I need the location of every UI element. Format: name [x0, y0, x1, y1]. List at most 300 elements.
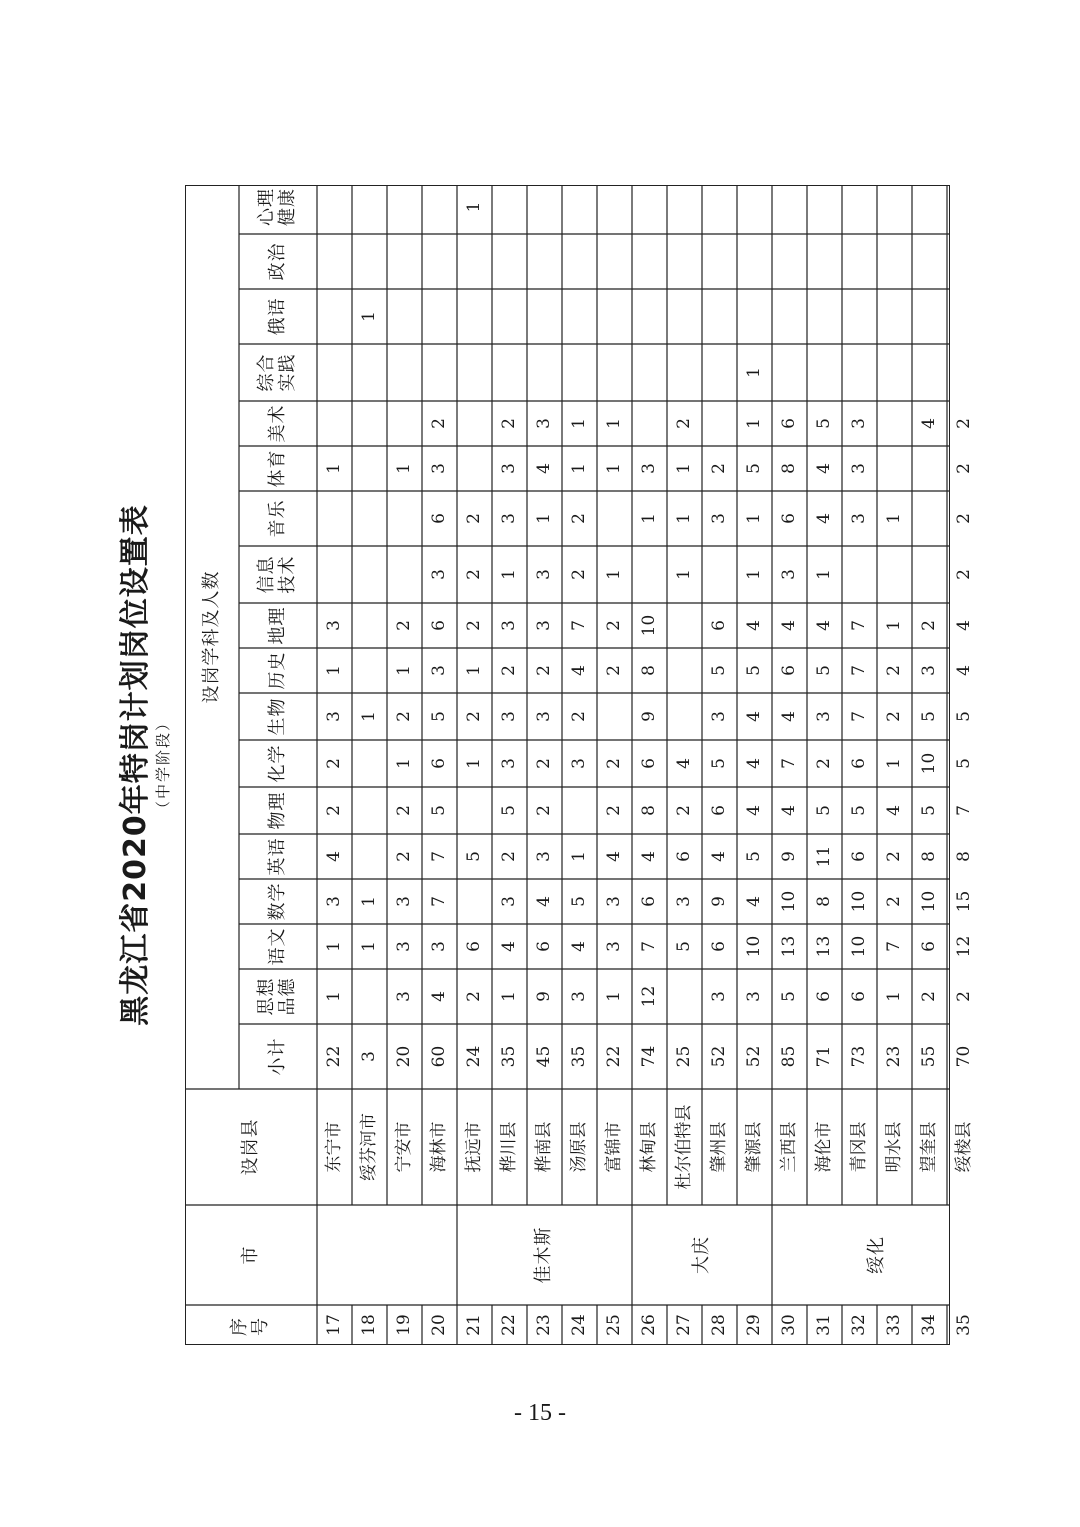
- row-value: 5: [428, 711, 449, 722]
- row-value: [457, 344, 492, 401]
- row-value: [527, 234, 562, 289]
- header-subject-5: 物理: [266, 791, 288, 830]
- row-value: [597, 234, 632, 289]
- row-value: 3: [393, 941, 414, 952]
- row-value: 2: [533, 805, 554, 816]
- row-value: 3: [848, 513, 869, 524]
- row-value: 12: [953, 935, 974, 958]
- row-value: [422, 344, 457, 401]
- row-county: 抚远市: [463, 1121, 484, 1173]
- row-value: 5: [918, 711, 939, 722]
- row-value: 3: [918, 665, 939, 676]
- row-value: [597, 344, 632, 401]
- row-value: 1: [568, 418, 589, 429]
- row-value: [352, 401, 387, 446]
- row-value: 7: [848, 711, 869, 722]
- row-value: 9: [708, 896, 729, 907]
- row-value: 1: [673, 463, 694, 474]
- row-county: 桦南县: [533, 1121, 554, 1173]
- row-value: 1: [568, 851, 589, 862]
- row-value: 3: [323, 620, 344, 631]
- row-seq: 26: [638, 1314, 659, 1336]
- row-value: 1: [743, 418, 764, 429]
- row-value: 2: [568, 513, 589, 524]
- row-value: 3: [498, 620, 519, 631]
- row-value: 3: [428, 941, 449, 952]
- row-value: 3: [848, 463, 869, 474]
- row-value: [702, 546, 737, 603]
- row-value: 6: [848, 758, 869, 769]
- row-value: [317, 491, 352, 546]
- row-value: 2: [953, 569, 974, 580]
- row-subtotal: 74: [638, 1045, 659, 1068]
- row-value: [562, 289, 597, 344]
- header-subject-9: 地理: [266, 606, 288, 645]
- row-value: 1: [673, 569, 694, 580]
- row-value: 4: [743, 805, 764, 816]
- row-value: 4: [918, 418, 939, 429]
- row-value: [702, 401, 737, 446]
- row-value: 8: [918, 851, 939, 862]
- row-value: [352, 180, 387, 234]
- header-subject-2: 语文: [266, 927, 288, 966]
- row-value: 10: [848, 935, 869, 958]
- row-county: 青冈县: [848, 1121, 869, 1173]
- row-value: 6: [778, 665, 799, 676]
- row-value: [807, 234, 842, 289]
- row-value: 4: [743, 896, 764, 907]
- row-value: 3: [428, 463, 449, 474]
- row-county: 明水县: [883, 1121, 904, 1173]
- row-county: 杜尔伯特县: [673, 1104, 694, 1190]
- row-value: 2: [393, 711, 414, 722]
- row-county: 宁安市: [393, 1121, 414, 1173]
- row-value: [877, 401, 912, 446]
- row-value: 2: [393, 851, 414, 862]
- row-value: [422, 180, 457, 234]
- row-value: 3: [533, 851, 554, 862]
- row-seq: 31: [813, 1314, 834, 1336]
- row-value: 7: [848, 620, 869, 631]
- row-value: [667, 180, 702, 234]
- row-value: [527, 180, 562, 234]
- row-value: 1: [393, 463, 414, 474]
- header-subtotal: 小计: [266, 1037, 288, 1076]
- row-value: 3: [498, 758, 519, 769]
- row-value: 7: [568, 620, 589, 631]
- row-value: [317, 344, 352, 401]
- row-county: 望奎县: [918, 1121, 939, 1173]
- header-subject-6: 化学: [266, 744, 288, 783]
- row-value: 3: [603, 896, 624, 907]
- row-value: 2: [883, 896, 904, 907]
- row-county: 绥芬河市: [358, 1113, 379, 1181]
- row-value: [807, 344, 842, 401]
- row-value: 3: [568, 991, 589, 1002]
- row-value: [387, 289, 422, 344]
- row-value: [317, 180, 352, 234]
- row-value: 3: [673, 896, 694, 907]
- row-value: 5: [428, 805, 449, 816]
- city-group-2: 佳木斯: [533, 1226, 555, 1284]
- row-value: [457, 787, 492, 834]
- row-value: [772, 180, 807, 234]
- header-subject-12: 体育: [266, 449, 288, 488]
- row-seq: 28: [708, 1314, 729, 1336]
- row-value: 6: [778, 418, 799, 429]
- row-value: [492, 344, 527, 401]
- row-value: 2: [533, 758, 554, 769]
- row-value: 5: [918, 805, 939, 816]
- row-value: 5: [568, 896, 589, 907]
- city-group-3: 大庆: [690, 1236, 712, 1274]
- row-value: [667, 234, 702, 289]
- row-county: 海伦市: [813, 1121, 834, 1173]
- row-value: [632, 344, 667, 401]
- row-value: [737, 289, 772, 344]
- row-value: 10: [743, 935, 764, 958]
- row-value: [947, 180, 982, 234]
- row-value: 2: [533, 665, 554, 676]
- row-value: [317, 234, 352, 289]
- header-subject-10: 信息技术: [256, 555, 298, 594]
- row-value: 1: [323, 665, 344, 676]
- row-value: 6: [848, 991, 869, 1002]
- row-value: [772, 234, 807, 289]
- row-value: 2: [953, 991, 974, 1002]
- row-value: 3: [638, 463, 659, 474]
- row-value: 2: [603, 620, 624, 631]
- row-value: 3: [708, 513, 729, 524]
- document-title: 黑龙江省2020年特岗计划岗位设置表: [118, 504, 153, 1026]
- row-value: 3: [778, 569, 799, 580]
- row-value: [912, 180, 947, 234]
- row-value: 2: [673, 418, 694, 429]
- row-seq: 24: [568, 1314, 589, 1336]
- row-value: 2: [918, 991, 939, 1002]
- row-value: 2: [953, 463, 974, 474]
- row-value: 2: [603, 805, 624, 816]
- row-subtotal: 23: [883, 1045, 904, 1068]
- row-value: 6: [708, 620, 729, 631]
- row-value: 2: [323, 805, 344, 816]
- row-value: [352, 491, 387, 546]
- row-seq: 17: [323, 1314, 344, 1336]
- row-value: 1: [323, 991, 344, 1002]
- row-value: 2: [463, 513, 484, 524]
- row-value: 3: [708, 711, 729, 722]
- row-value: 6: [638, 896, 659, 907]
- row-value: [387, 234, 422, 289]
- row-value: 1: [883, 620, 904, 631]
- row-value: 1: [463, 201, 484, 213]
- row-value: 4: [743, 620, 764, 631]
- row-value: [947, 234, 982, 289]
- document-subtitle: （中学阶段）: [154, 714, 172, 817]
- row-value: [527, 344, 562, 401]
- row-value: 1: [883, 513, 904, 524]
- row-value: 10: [918, 752, 939, 775]
- row-value: 4: [778, 805, 799, 816]
- row-value: 4: [533, 896, 554, 907]
- row-value: [317, 289, 352, 344]
- row-value: [457, 879, 492, 924]
- row-value: 7: [428, 896, 449, 907]
- row-value: 13: [813, 935, 834, 958]
- header-subject-7: 生物: [266, 697, 288, 736]
- row-subtotal: 22: [323, 1045, 344, 1068]
- row-value: 1: [603, 418, 624, 429]
- row-value: 1: [463, 758, 484, 769]
- row-seq: 22: [498, 1314, 519, 1336]
- header-city: 市: [239, 1245, 261, 1265]
- row-value: [737, 180, 772, 234]
- page-number: - 15 -: [514, 1400, 566, 1426]
- row-value: 4: [568, 665, 589, 676]
- row-value: 3: [393, 896, 414, 907]
- row-value: 2: [498, 665, 519, 676]
- row-subtotal: 70: [953, 1045, 974, 1068]
- row-value: 7: [638, 941, 659, 952]
- row-value: [562, 180, 597, 234]
- row-value: 3: [533, 711, 554, 722]
- row-value: 3: [533, 418, 554, 429]
- row-value: 5: [953, 711, 974, 722]
- row-value: [422, 234, 457, 289]
- row-county: 兰西县: [778, 1121, 799, 1173]
- row-value: [912, 546, 947, 603]
- row-value: 9: [533, 991, 554, 1002]
- row-value: 4: [498, 941, 519, 952]
- row-value: 1: [883, 758, 904, 769]
- row-value: 5: [813, 805, 834, 816]
- row-value: 3: [498, 711, 519, 722]
- row-value: 6: [918, 941, 939, 952]
- header-subject-14: 综合实践: [256, 353, 298, 392]
- row-value: [912, 446, 947, 491]
- row-value: [702, 234, 737, 289]
- row-value: 4: [428, 991, 449, 1002]
- row-value: [912, 491, 947, 546]
- row-value: 1: [393, 665, 414, 676]
- row-value: 4: [953, 665, 974, 676]
- row-value: 1: [568, 463, 589, 474]
- row-value: 5: [813, 418, 834, 429]
- row-value: [702, 344, 737, 401]
- row-value: [597, 491, 632, 546]
- row-seq: 25: [603, 1314, 624, 1336]
- row-value: [352, 740, 387, 787]
- row-value: 10: [918, 890, 939, 913]
- row-seq: 23: [533, 1314, 554, 1336]
- row-value: 3: [393, 991, 414, 1002]
- row-value: [492, 289, 527, 344]
- row-value: [317, 401, 352, 446]
- row-seq: 35: [953, 1314, 974, 1336]
- row-value: 2: [708, 463, 729, 474]
- row-value: 6: [673, 851, 694, 862]
- row-value: 2: [463, 711, 484, 722]
- row-value: 6: [778, 513, 799, 524]
- header-seq: 序号: [229, 1314, 271, 1336]
- row-value: 1: [743, 513, 764, 524]
- row-value: [632, 234, 667, 289]
- row-value: 3: [533, 620, 554, 631]
- row-value: [877, 234, 912, 289]
- row-value: 4: [813, 513, 834, 524]
- row-value: 3: [498, 513, 519, 524]
- row-value: 6: [638, 758, 659, 769]
- row-seq: 19: [393, 1314, 414, 1336]
- row-subtotal: 85: [778, 1045, 799, 1068]
- row-county: 肇州县: [708, 1121, 729, 1173]
- row-value: 4: [953, 620, 974, 631]
- row-value: 1: [358, 711, 379, 722]
- row-value: [912, 234, 947, 289]
- row-subtotal: 73: [848, 1045, 869, 1068]
- row-value: 4: [603, 851, 624, 862]
- row-seq: 21: [463, 1314, 484, 1336]
- row-subtotal: 52: [708, 1045, 729, 1068]
- row-value: [842, 289, 877, 344]
- row-value: [842, 234, 877, 289]
- row-county: 绥棱县: [953, 1121, 974, 1173]
- row-value: [772, 344, 807, 401]
- row-value: [877, 446, 912, 491]
- row-county: 林甸县: [638, 1121, 659, 1173]
- row-value: 1: [498, 569, 519, 580]
- row-value: [352, 969, 387, 1024]
- row-value: [387, 546, 422, 603]
- row-subtotal: 35: [568, 1045, 589, 1068]
- row-value: 4: [638, 851, 659, 862]
- row-value: [317, 546, 352, 603]
- row-value: 5: [778, 991, 799, 1002]
- row-value: 2: [603, 665, 624, 676]
- row-value: 1: [813, 569, 834, 580]
- row-value: [352, 446, 387, 491]
- row-value: 5: [743, 851, 764, 862]
- row-value: 1: [883, 991, 904, 1002]
- row-value: 3: [568, 758, 589, 769]
- row-value: 2: [568, 711, 589, 722]
- row-value: 15: [953, 890, 974, 913]
- row-subtotal: 35: [498, 1045, 519, 1068]
- row-value: 2: [323, 758, 344, 769]
- row-value: 2: [463, 991, 484, 1002]
- row-value: [842, 546, 877, 603]
- row-value: 1: [743, 367, 764, 378]
- row-value: 13: [778, 935, 799, 958]
- row-county: 富锦市: [603, 1121, 624, 1173]
- row-value: 1: [603, 991, 624, 1002]
- row-value: [352, 787, 387, 834]
- row-value: [877, 546, 912, 603]
- row-value: [387, 491, 422, 546]
- row-value: 6: [848, 851, 869, 862]
- row-value: 2: [883, 711, 904, 722]
- row-value: 4: [813, 463, 834, 474]
- row-value: 2: [953, 513, 974, 524]
- row-value: [667, 969, 702, 1024]
- row-value: 2: [498, 418, 519, 429]
- row-value: 12: [638, 985, 659, 1008]
- row-value: 1: [743, 569, 764, 580]
- city-group-1: [317, 1205, 457, 1305]
- row-value: [457, 234, 492, 289]
- row-seq: 34: [918, 1314, 939, 1336]
- row-value: [912, 289, 947, 344]
- row-value: 2: [568, 569, 589, 580]
- row-value: 3: [533, 569, 554, 580]
- row-value: [667, 693, 702, 740]
- row-county: 桦川县: [498, 1121, 519, 1173]
- row-value: 10: [638, 614, 659, 637]
- row-value: 5: [463, 851, 484, 862]
- row-value: 1: [323, 463, 344, 474]
- row-value: 2: [673, 805, 694, 816]
- row-value: 6: [463, 941, 484, 952]
- row-subtotal: 20: [393, 1045, 414, 1068]
- row-value: 4: [673, 758, 694, 769]
- row-value: 2: [393, 620, 414, 631]
- row-value: [632, 401, 667, 446]
- row-value: 4: [778, 711, 799, 722]
- row-value: 2: [498, 851, 519, 862]
- header-subject-11: 音乐: [266, 499, 288, 538]
- row-value: [562, 234, 597, 289]
- row-value: 2: [603, 758, 624, 769]
- positions-table: [185, 185, 974, 1345]
- row-county: 东宁市: [323, 1121, 344, 1173]
- row-value: 2: [883, 851, 904, 862]
- row-value: [492, 180, 527, 234]
- row-value: [632, 180, 667, 234]
- row-value: [772, 289, 807, 344]
- row-value: [702, 180, 737, 234]
- row-county: 汤原县: [568, 1121, 589, 1173]
- row-value: 1: [638, 513, 659, 524]
- row-value: 5: [708, 665, 729, 676]
- row-seq: 30: [778, 1314, 799, 1336]
- row-value: 3: [603, 941, 624, 952]
- header-subject-group: 设岗学科及人数: [200, 570, 222, 704]
- row-value: 3: [428, 569, 449, 580]
- row-value: 7: [953, 805, 974, 816]
- row-value: [562, 787, 597, 834]
- row-value: 6: [428, 513, 449, 524]
- row-value: 1: [498, 991, 519, 1002]
- row-value: [387, 344, 422, 401]
- row-value: [597, 693, 632, 740]
- row-value: [807, 180, 842, 234]
- row-value: [597, 180, 632, 234]
- row-value: 3: [498, 896, 519, 907]
- row-value: 4: [743, 711, 764, 722]
- row-value: 1: [358, 311, 379, 322]
- row-value: 1: [323, 941, 344, 952]
- row-value: 3: [323, 711, 344, 722]
- row-value: 9: [638, 711, 659, 722]
- row-value: 2: [918, 620, 939, 631]
- row-value: 3: [813, 711, 834, 722]
- row-value: 3: [848, 418, 869, 429]
- row-value: 5: [498, 805, 519, 816]
- row-value: [877, 180, 912, 234]
- row-subtotal: 22: [603, 1045, 624, 1068]
- row-value: [842, 180, 877, 234]
- row-value: 2: [463, 620, 484, 631]
